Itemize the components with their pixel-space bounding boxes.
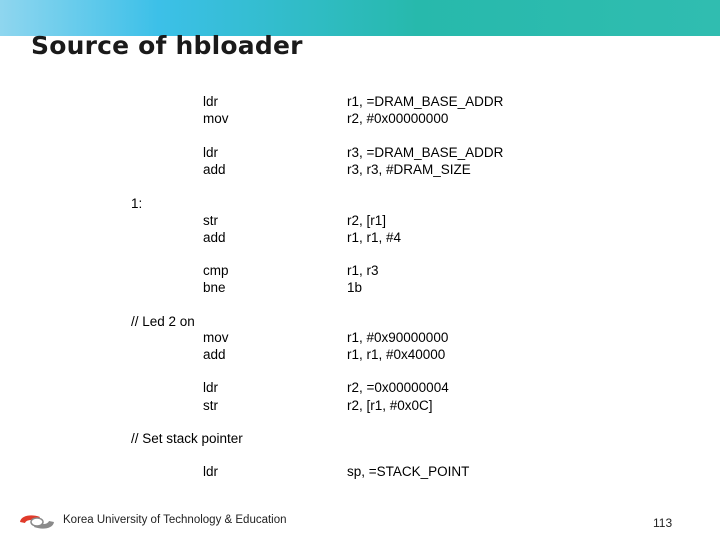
footer-organization: Korea University of Technology & Education: [63, 514, 287, 526]
code-arg: r2, [r1]: [347, 213, 387, 228]
code-arg: r1, =DRAM_BASE_ADDR: [347, 94, 504, 109]
code-op: mov: [203, 111, 229, 126]
code-comment: // Led 2 on: [131, 314, 195, 329]
code-op: cmp: [203, 263, 229, 278]
code-arg: r2, [r1, #0x0C]: [347, 398, 433, 413]
code-op: str: [203, 213, 218, 228]
code-op: add: [203, 347, 226, 362]
code-arg: r1, r1, #4: [347, 230, 402, 245]
page-number: 113: [653, 516, 673, 530]
code-arg: sp, =STACK_POINT: [347, 464, 470, 479]
code-arg: r3, r3, #DRAM_SIZE: [347, 162, 471, 177]
code-op: ldr: [203, 94, 219, 109]
code-comment: // Set stack pointer: [131, 431, 243, 446]
code-arg: r3, =DRAM_BASE_ADDR: [347, 145, 504, 160]
code-arg: r1, r1, #0x40000: [347, 347, 446, 362]
code-op: ldr: [203, 145, 219, 160]
koreatech-logo-icon: [18, 513, 56, 531]
code-arg: r2, #0x00000000: [347, 111, 449, 126]
code-op: str: [203, 398, 218, 413]
slide-title: Source of hbloader: [31, 31, 303, 60]
code-arg: r1, #0x90000000: [347, 330, 449, 345]
code-arg: 1b: [347, 280, 363, 295]
code-op: bne: [203, 280, 226, 295]
code-op: add: [203, 230, 226, 245]
code-op: ldr: [203, 464, 219, 479]
code-op: mov: [203, 330, 229, 345]
code-arg: r1, r3: [347, 263, 379, 278]
code-op: ldr: [203, 380, 219, 395]
code-label: 1:: [131, 196, 143, 211]
code-arg: r2, =0x00000004: [347, 380, 449, 395]
code-op: add: [203, 162, 226, 177]
